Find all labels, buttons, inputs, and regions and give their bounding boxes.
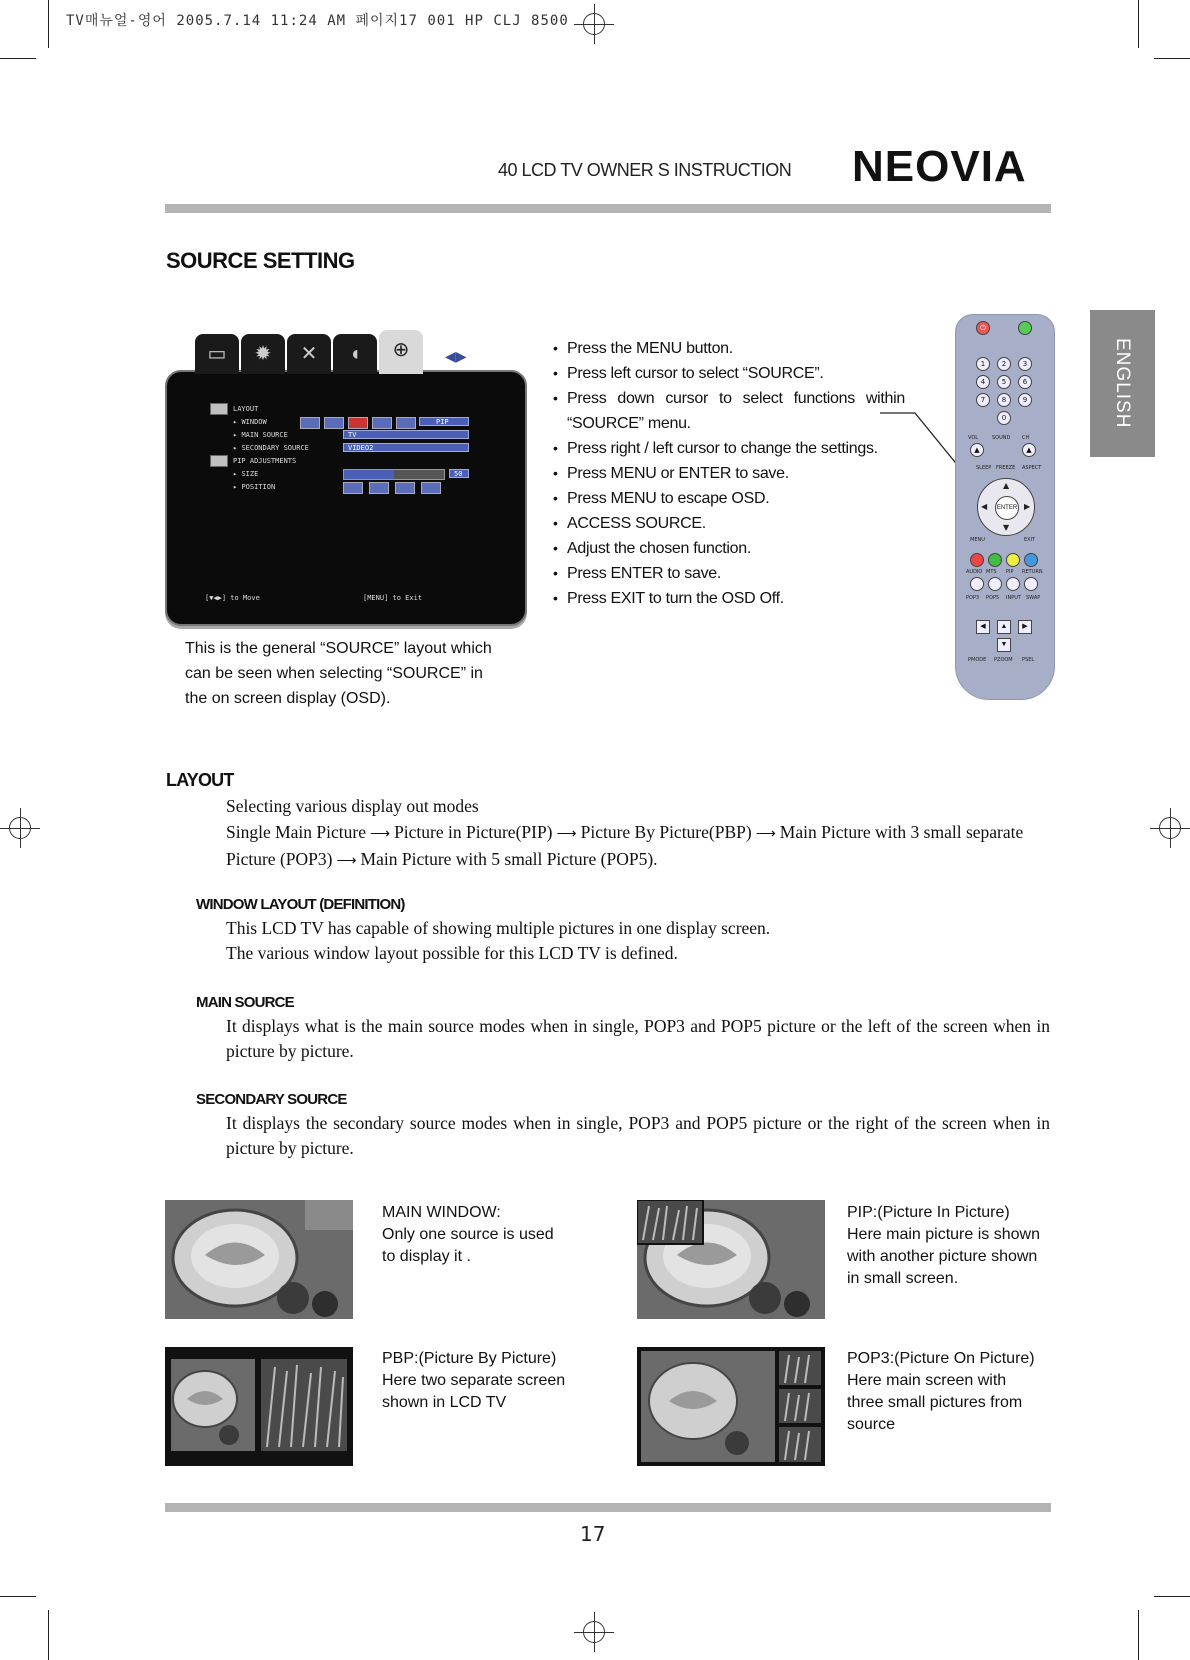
example-caption: PBP:(Picture By Picture) Here two separate screen shown in LCD TV bbox=[382, 1350, 566, 1411]
digit-button: 7 bbox=[976, 393, 990, 407]
main-source-text: It displays what is the main source modes when in single, POP3 and POP5 picture or the left of the screen when in picture by picture. bbox=[226, 1016, 1050, 1061]
left-arrow-icon: ◀ bbox=[981, 502, 988, 511]
color-button bbox=[1024, 553, 1038, 567]
size-slider bbox=[343, 469, 445, 480]
size-value: 50 bbox=[449, 469, 469, 478]
step-item: • Press EXIT to turn the OSD Off. bbox=[555, 586, 905, 611]
step-item: • Press down cursor to select functions within “SOURCE” menu. bbox=[555, 386, 905, 436]
function-button bbox=[1006, 577, 1020, 591]
crop-mark bbox=[48, 1610, 49, 1660]
registration-mark bbox=[0, 808, 40, 848]
step-item: • Press the MENU button. bbox=[555, 336, 905, 361]
window-value: PIP bbox=[419, 417, 469, 426]
osd-main-source-label: ▸ MAIN SOURCE bbox=[233, 431, 288, 439]
digit-button: 8 bbox=[997, 393, 1011, 407]
brand-logo: NEOVIA bbox=[852, 142, 1027, 191]
channel-up-icon: ▲ bbox=[1022, 443, 1036, 457]
section-title: SOURCE SETTING bbox=[166, 248, 355, 273]
digit-button: 2 bbox=[997, 357, 1011, 371]
top-rule bbox=[165, 204, 1051, 213]
layout-heading: LAYOUT bbox=[166, 770, 234, 790]
remote-label: FREEZE bbox=[996, 465, 1016, 471]
step-item: • ACCESS SOURCE. bbox=[555, 511, 905, 536]
pip-photo bbox=[637, 1200, 825, 1319]
step-item: • Press right / left cursor to change the settings. bbox=[555, 436, 905, 461]
direction-pad bbox=[977, 478, 1035, 536]
enter-button: ENTER bbox=[995, 496, 1019, 520]
remote-label: POP3 bbox=[966, 595, 980, 601]
remote-label: PSEL bbox=[1022, 657, 1035, 663]
remote-label: POP5 bbox=[986, 595, 1000, 601]
remote-label: SLEEP bbox=[976, 465, 992, 471]
tv-icon bbox=[1018, 321, 1032, 335]
example-caption: MAIN WINDOW: Only one source is used to display it . bbox=[382, 1204, 554, 1265]
remote-label: SWAP bbox=[1026, 595, 1041, 601]
pop3-photo bbox=[637, 1347, 825, 1466]
example-caption: PIP:(Picture In Picture) Here main picture is shown with another picture shown in small screen. bbox=[847, 1204, 1040, 1287]
step-item: • Press left cursor to select “SOURCE”. bbox=[555, 361, 905, 386]
remote-label: SOUND bbox=[992, 435, 1011, 441]
osd-size-label: ▸ SIZE bbox=[233, 470, 259, 478]
position-option-icon bbox=[421, 482, 441, 494]
remote-label: PZOOM bbox=[994, 657, 1013, 663]
position-option-icon bbox=[343, 482, 363, 494]
remote-label: MENU bbox=[970, 537, 985, 543]
position-option-icon bbox=[395, 482, 415, 494]
down-arrow-icon: ▼ bbox=[997, 638, 1011, 652]
step-item: • Press ENTER to save. bbox=[555, 561, 905, 586]
osd-move-hint: [▼◀▶] to Move bbox=[205, 594, 260, 602]
registration-mark bbox=[574, 1612, 614, 1652]
right-arrow-icon: ▶ bbox=[1018, 620, 1032, 634]
position-option-icon bbox=[369, 482, 389, 494]
left-arrow-icon: ◀ bbox=[976, 620, 990, 634]
step-item: • Press MENU or ENTER to save. bbox=[555, 461, 905, 486]
function-button bbox=[988, 577, 1002, 591]
window-layout-line2: The various window layout possible for this LCD TV is defined. bbox=[226, 943, 678, 963]
osd-window-label: ▸ WINDOW bbox=[233, 418, 267, 426]
osd-pip-adjustments-label: PIP ADJUSTMENTS bbox=[233, 457, 297, 465]
sun-icon: ✹ bbox=[241, 334, 285, 374]
up-arrow-icon: ▲ bbox=[997, 620, 1011, 634]
pip-adjust-icon bbox=[210, 455, 228, 467]
bottom-rule bbox=[165, 1503, 1051, 1512]
remote-label: PMODE bbox=[968, 657, 987, 663]
page-number: 17 bbox=[580, 1522, 606, 1546]
osd-position-label: ▸ POSITION bbox=[233, 483, 276, 491]
volume-up-icon: ▲ bbox=[970, 443, 984, 457]
digit-button: 6 bbox=[1018, 375, 1032, 389]
tools-icon: ✕ bbox=[287, 334, 331, 374]
crop-mark bbox=[1154, 1596, 1190, 1597]
language-tab: ENGLISH bbox=[1090, 310, 1155, 457]
crop-mark bbox=[48, 0, 49, 48]
digit-button: 9 bbox=[1018, 393, 1032, 407]
remote-control bbox=[955, 314, 1055, 700]
layout-modes: Single Main Picture ⟶ Picture in Picture(PIP) ⟶ Picture By Picture(PBP) ⟶ Main Picture with 3 small separate Picture (POP3) ⟶ Main Picture with 5 small Picture (POP5). bbox=[226, 820, 1050, 874]
right-arrow-icon: ▶ bbox=[1024, 502, 1031, 511]
color-button bbox=[1006, 553, 1020, 567]
layout-option-icon bbox=[324, 417, 344, 429]
digit-button: 5 bbox=[997, 375, 1011, 389]
window-layout-line1: This LCD TV has capable of showing multiple pictures in one display screen. bbox=[226, 918, 771, 938]
power-icon: ⏻ bbox=[976, 321, 990, 335]
step-item: • Press MENU to escape OSD. bbox=[555, 486, 905, 511]
remote-label: INPUT bbox=[1006, 595, 1021, 601]
remote-label: ASPECT bbox=[1022, 465, 1042, 471]
speaker-icon: ◖ bbox=[333, 334, 377, 374]
layout-icon bbox=[210, 403, 228, 415]
crop-mark bbox=[0, 58, 36, 59]
main-source-value: TV bbox=[343, 430, 469, 439]
layout-intro: Selecting various display out modes bbox=[226, 796, 479, 816]
osd-secondary-source-label: ▸ SECONDARY SOURCE bbox=[233, 444, 309, 452]
digit-button: 1 bbox=[976, 357, 990, 371]
crop-mark bbox=[1138, 1610, 1139, 1660]
function-button bbox=[1024, 577, 1038, 591]
arrow-right-icon: ⟶ bbox=[369, 827, 391, 842]
remote-label: VOL bbox=[968, 435, 979, 441]
source-icon: ⊕ bbox=[379, 330, 423, 374]
main-window-photo bbox=[165, 1200, 353, 1319]
instruction-steps bbox=[555, 336, 905, 611]
osd-caption: This is the general “SOURCE” layout which can be seen when selecting “SOURCE” in the on screen display (OSD). bbox=[185, 640, 492, 707]
digit-button: 0 bbox=[997, 411, 1011, 425]
crop-mark bbox=[1138, 0, 1139, 48]
osd-layout-label: LAYOUT bbox=[233, 405, 259, 413]
color-button bbox=[988, 553, 1002, 567]
arrow-right-icon: ⟶ bbox=[556, 827, 577, 842]
registration-mark bbox=[574, 4, 614, 44]
page-header-text: 40 LCD TV OWNER S INSTRUCTION bbox=[498, 160, 792, 180]
down-arrow-icon: ▼ bbox=[1003, 523, 1010, 532]
tab-arrows-icon: ◀▶ bbox=[445, 348, 467, 364]
remote-label: RETURN bbox=[1022, 569, 1043, 575]
remote-label: MTS bbox=[986, 569, 997, 575]
remote-label: PIP bbox=[1006, 569, 1014, 575]
crop-mark bbox=[0, 1596, 36, 1597]
digit-button: 3 bbox=[1018, 357, 1032, 371]
layout-option-icon bbox=[348, 417, 368, 429]
step-item: • Adjust the chosen function. bbox=[555, 536, 905, 561]
remote-label: AUDIO bbox=[966, 569, 983, 575]
pbp-photo bbox=[165, 1347, 353, 1466]
print-header: TV매뉴얼-영어 2005.7.14 11:24 AM 페이지17 001 HP CLJ 8500 bbox=[66, 13, 569, 29]
main-source-heading: MAIN SOURCE bbox=[196, 994, 294, 1011]
monitor-icon: ▭ bbox=[195, 334, 239, 374]
secondary-source-heading: SECONDARY SOURCE bbox=[196, 1091, 347, 1108]
arrow-right-icon: ⟶ bbox=[336, 854, 357, 869]
layout-option-icon bbox=[300, 417, 320, 429]
example-caption: POP3:(Picture On Picture) Here main screen with three small pictures from source bbox=[847, 1350, 1035, 1433]
secondary-source-text: It displays the secondary source modes when in single, POP3 and POP5 picture or the right of the screen when in picture by picture. bbox=[226, 1113, 1050, 1158]
secondary-source-value: VIDEO2 bbox=[343, 443, 469, 452]
remote-label: CH bbox=[1022, 435, 1030, 441]
function-button bbox=[970, 577, 984, 591]
window-layout-heading: WINDOW LAYOUT (DEFINITION) bbox=[196, 896, 405, 913]
arrow-right-icon: ⟶ bbox=[755, 827, 776, 842]
layout-option-icon bbox=[372, 417, 392, 429]
registration-mark bbox=[1150, 808, 1190, 848]
digit-button: 4 bbox=[976, 375, 990, 389]
osd-exit-hint: [MENU] to Exit bbox=[363, 594, 423, 602]
osd-screenshot bbox=[165, 330, 525, 626]
up-arrow-icon: ▲ bbox=[1003, 481, 1010, 490]
remote-label: EXIT bbox=[1024, 537, 1036, 543]
crop-mark bbox=[1154, 58, 1190, 59]
color-button bbox=[970, 553, 984, 567]
layout-option-icon bbox=[396, 417, 416, 429]
